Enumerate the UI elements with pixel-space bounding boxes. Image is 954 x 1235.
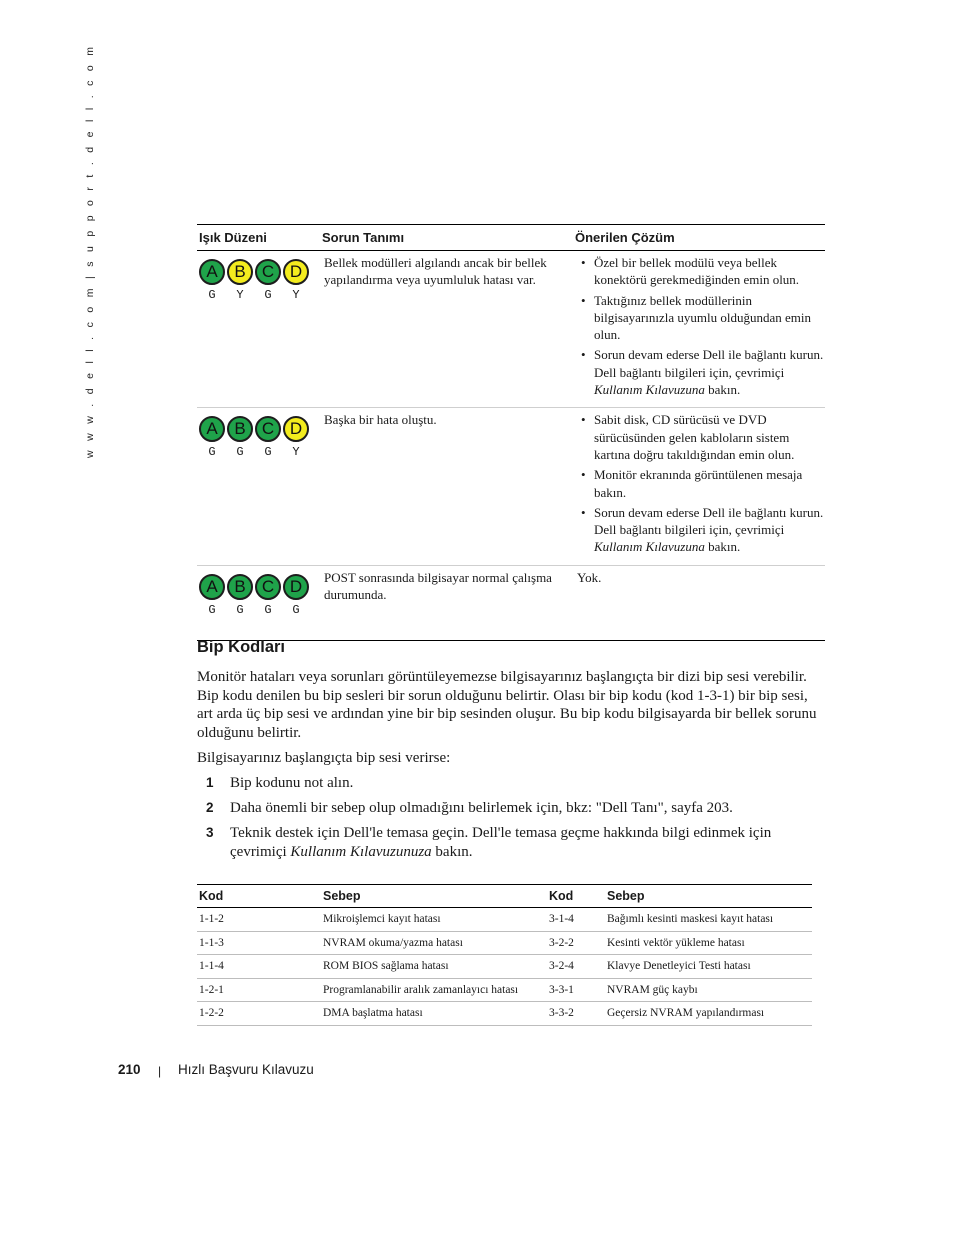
diagnostic-light-c: C [255, 574, 281, 600]
footer-separator: | [158, 1064, 162, 1078]
solution-text: bakın. [704, 539, 741, 555]
user-guide-ref[interactable]: Kullanım Kılavuzuna [594, 539, 705, 555]
light-color-code: G [236, 602, 244, 617]
light-pattern-table [197, 224, 825, 641]
diagnostic-light-a: A [199, 574, 225, 600]
solution-text: Taktığınız bellek modüllerinin bilgisayarınızla uyumlu olduğundan emin olun. [594, 292, 811, 343]
lead-paragraph: Bilgisayarınız başlangıçta bip sesi verirse: [197, 750, 451, 766]
beep-table-row [197, 1002, 812, 1026]
diagnostic-light-b: B [227, 259, 253, 285]
problem-description: POST sonrasında bilgisayar normal çalışma durumunda. [324, 569, 552, 603]
suggested-solution [577, 566, 827, 640]
diagnostic-light-c: C [255, 259, 281, 285]
beep-cause: Bağımlı kesinti maskesi kayıt hatası [605, 908, 812, 932]
beep-cause: Mikroişlemci kayıt hatası [321, 908, 547, 932]
step-3 [197, 824, 817, 861]
diagnostic-light-b: B [227, 416, 253, 442]
diagnostic-lights [199, 259, 324, 285]
light-pattern [197, 408, 324, 564]
solution-text: Özel bir bellek modülü veya bellek konektörü gerekmediğinden emin olun. [594, 255, 800, 288]
light-table-row [197, 251, 825, 408]
step-number: 2 [206, 800, 214, 815]
beep-table-row [197, 908, 812, 932]
beep-table-row [197, 931, 812, 955]
light-table-row [197, 566, 825, 640]
user-guide-ref[interactable]: Kullanım Kılavuzuna [594, 382, 705, 398]
beep-table-header [197, 885, 812, 908]
light-pattern [197, 251, 324, 407]
light-color-code: G [264, 445, 272, 460]
light-color-code: G [264, 288, 272, 302]
beep-code: 1-1-4 [197, 955, 321, 979]
diagnostic-light-d: D [283, 416, 309, 442]
problem-description: Başka bir hata oluştu. [324, 412, 437, 428]
beep-table-row [197, 955, 812, 979]
beep-cause: Klavye Denetleyici Testi hatası [605, 955, 812, 979]
light-pattern [197, 566, 324, 640]
light-color-code: Y [236, 288, 244, 302]
beep-code: 3-1-4 [547, 908, 605, 932]
solution-list [577, 411, 827, 564]
light-color-code: G [208, 445, 216, 460]
diagnostic-lights [199, 416, 324, 442]
light-color-code: G [208, 288, 216, 302]
solution-item [577, 504, 827, 556]
light-color-code: Y [292, 445, 300, 460]
diagnostic-light-d: D [283, 259, 309, 285]
step-number: 3 [206, 825, 214, 840]
section-title: Bip Kodları [197, 638, 286, 656]
beep-cause: DMA başlatma hatası [321, 1002, 547, 1026]
light-table-row [197, 408, 825, 565]
header-code: Kod [547, 885, 605, 908]
page-number: 210 [118, 1062, 141, 1077]
beep-cause: NVRAM okuma/yazma hatası [321, 931, 547, 955]
beep-cause: Kesinti vektör yükleme hatası [605, 931, 812, 955]
light-color-code: G [208, 602, 216, 617]
solution-item [577, 292, 827, 344]
beep-code: 1-2-1 [197, 978, 321, 1002]
light-codes [199, 288, 324, 302]
step-text: Bip kodunu not alın. [230, 775, 354, 791]
diagnostic-lights [199, 574, 324, 600]
beep-code-table [197, 884, 812, 1026]
beep-code: 3-2-2 [547, 931, 605, 955]
beep-code: 3-3-1 [547, 978, 605, 1002]
light-color-code: G [236, 445, 244, 460]
step-1 [197, 774, 817, 793]
solution-item [577, 466, 827, 501]
diagnostic-light-a: A [199, 259, 225, 285]
footer-title: Hızlı Başvuru Kılavuzu [178, 1062, 314, 1077]
step-text: Daha önemli bir sebep olup olmadığını belirlemek için, bkz: "Dell Tanı", sayfa 203. [230, 800, 733, 816]
diagnostic-light-b: B [227, 574, 253, 600]
beep-cause: ROM BIOS sağlama hatası [321, 955, 547, 979]
intro-paragraph: Monitör hataları veya sorunları görüntüleyemezse bilgisayarınız başlangıçta bir dizi bip sesi verebilir. Bip kodu denilen bu bip sesleri bir sorun olduğunu belirtir. Olası bir bip kodu (kod 1-3-1) bir bip sesi, art arda üç bip sesi ve ardından yine bir bip sesinden oluşur. Bu bip kodu bilgisayarda bir bellek sorunu olduğunu belirtir. [197, 669, 817, 741]
solution-text: bakın. [704, 382, 741, 398]
light-codes [199, 445, 324, 459]
header-code: Kod [197, 885, 321, 908]
diagnostic-light-c: C [255, 416, 281, 442]
beep-cause: Geçersiz NVRAM yapılandırması [605, 1002, 812, 1026]
problem-description: Bellek modülleri algılandı ancak bir bellek yapılandırma veya uyumluluk hatası var. [324, 255, 547, 288]
solution-text: Yok. [577, 569, 602, 585]
light-color-code: Y [292, 288, 300, 302]
beep-cause: NVRAM güç kaybı [605, 978, 812, 1002]
beep-code: 1-1-2 [197, 908, 321, 932]
diagnostic-light-d: D [283, 574, 309, 600]
header-solution: Önerilen Çözüm [575, 230, 675, 245]
suggested-solution [577, 408, 827, 564]
solution-item [577, 411, 827, 463]
solution-item [577, 346, 827, 398]
step-text: Teknik destek için Dell'le temasa geçin. Dell'le temasa geçme hakkında bilgi edinmek için çevrimiçi Kullanım Kılavuzunuza bakın. [230, 825, 772, 860]
solution-item [577, 254, 827, 289]
user-guide-ref[interactable]: Kullanım Kılavuzunuza [290, 843, 432, 860]
beep-table-row [197, 978, 812, 1002]
header-problem: Sorun Tanımı [322, 230, 405, 245]
light-color-code: G [292, 602, 300, 617]
step-number: 1 [206, 775, 214, 790]
beep-code: 3-3-2 [547, 1002, 605, 1026]
side-url[interactable]: w w w . d e l l . c o m | s u p p o r t . d e l l . c o m [84, 43, 96, 458]
header-light-pattern: Işık Düzeni [199, 230, 267, 245]
suggested-solution [577, 251, 827, 407]
header-cause: Sebep [321, 885, 547, 908]
beep-code: 1-1-3 [197, 931, 321, 955]
solution-text: Sorun devam ederse Dell ile bağlantı kurun. Dell bağlantı bilgileri için, çevrimiçi [594, 504, 824, 538]
header-cause: Sebep [605, 885, 812, 908]
beep-code: 1-2-2 [197, 1002, 321, 1026]
solution-list [577, 254, 827, 407]
light-table-header [197, 225, 825, 251]
light-codes [199, 603, 324, 617]
light-color-code: G [264, 602, 272, 617]
solution-text: Monitör ekranında görüntülenen mesaja bakın. [594, 467, 803, 500]
solution-text: Sabit disk, CD sürücüsü ve DVD sürücüsünden gelen kabloların sistem kartına doğru takıldığından emin olun. [594, 412, 795, 462]
beep-code: 3-2-4 [547, 955, 605, 979]
beep-cause: Programlanabilir aralık zamanlayıcı hatası [321, 978, 547, 1002]
solution-text: Sorun devam ederse Dell ile bağlantı kurun. Dell bağlantı bilgileri için, çevrimiçi [594, 347, 824, 380]
diagnostic-light-a: A [199, 416, 225, 442]
step-2 [197, 799, 817, 818]
